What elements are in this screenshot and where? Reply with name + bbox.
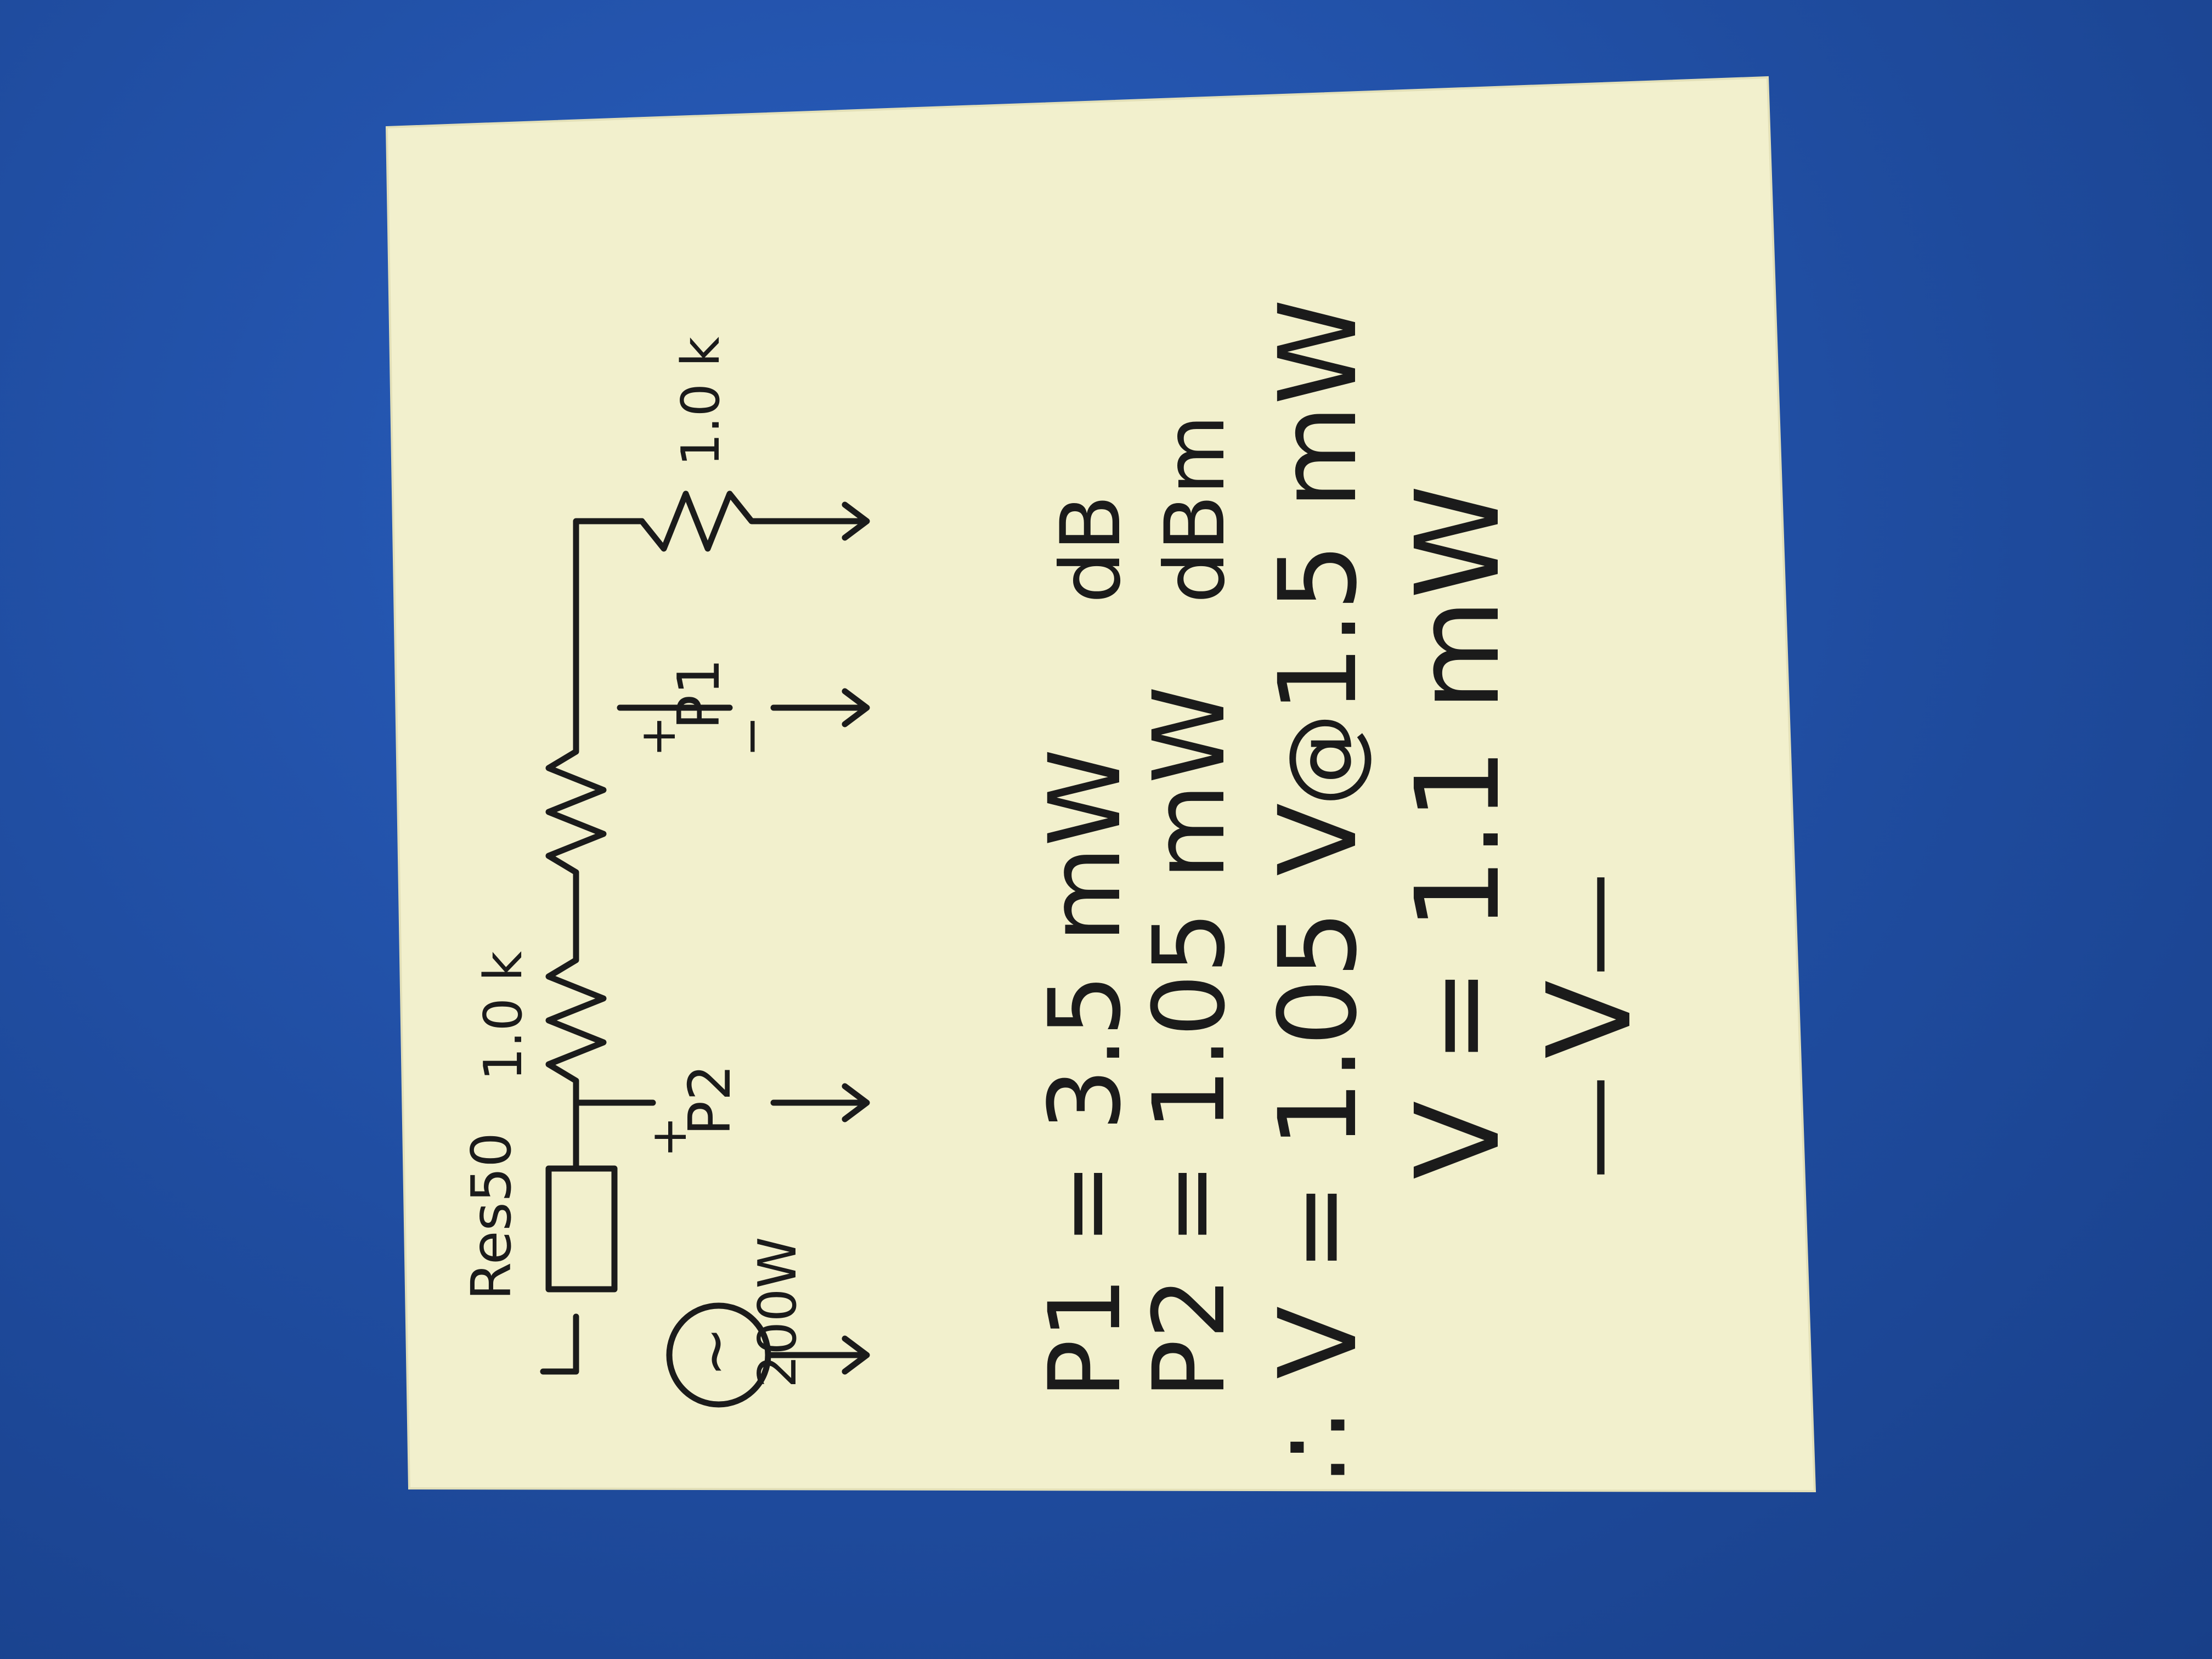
equation-line-1: V = 1.1 mW [1391,484,1525,1180]
equation-line-3-unit: dBm [1148,414,1243,603]
equation-line-4: P1 = 3.5 mW [1028,748,1143,1399]
p1-minus: − [723,715,780,757]
voltage-left-dash: — [1533,1075,1654,1180]
p2-label: P2 [676,1064,743,1136]
equation-line-2-prefix: ∴ V = 1.05 V [1256,803,1380,1481]
r2-value-label: 1.0 k [671,336,731,466]
ac-source-symbol: ~ [679,1326,749,1377]
voltage-right-dash: — [1533,872,1654,977]
equation-line-3: P2 = 1.05 mW [1132,686,1247,1399]
source-label: 200W [748,1237,808,1388]
equation-line-4-unit: dB [1043,494,1139,603]
p1-plus: + [629,715,687,757]
r1-value-label: 1.0 k [473,951,534,1081]
voltage-symbol: V [1522,980,1657,1059]
resistor-label: Res50 [459,1132,523,1300]
p1-label: P1 [665,658,732,730]
equation-line-2-at: @ [1269,713,1378,806]
equation-line-2-suffix: 1.5 mW [1256,299,1380,713]
p2-plus: + [640,1116,698,1158]
